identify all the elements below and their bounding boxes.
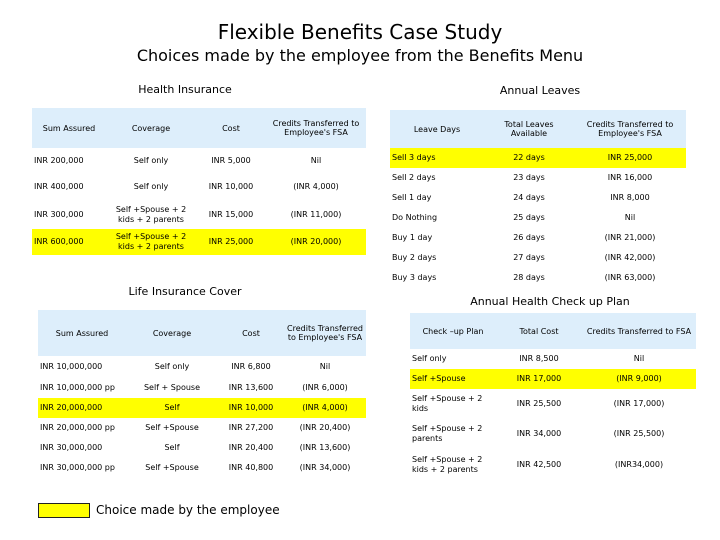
cell: INR 300,000 [34, 209, 84, 219]
table-row [32, 148, 366, 174]
cell: 27 days [513, 253, 545, 262]
cell: INR 16,000 [607, 173, 653, 182]
table-row [410, 349, 696, 369]
table-row [410, 389, 696, 419]
cell: INR 10,000 [218, 398, 284, 418]
health-checkup-table [410, 313, 696, 481]
legend-swatch [38, 503, 90, 518]
cell: INR 17,000 [496, 369, 582, 389]
cell: Sell 2 days [392, 173, 436, 182]
table-row [390, 268, 686, 288]
table-row [38, 418, 366, 438]
cell: 26 days [513, 233, 545, 242]
page-subtitle: Choices made by the employee from the Benefits Menu [136, 46, 584, 65]
table-row [38, 438, 366, 458]
cell: INR 20,400 [228, 443, 274, 452]
cell: Self only [133, 182, 169, 191]
cell: INR 13,600 [228, 383, 274, 392]
cell: Sell 3 days [390, 148, 484, 168]
table-row [38, 356, 366, 378]
cell: Nil [633, 354, 645, 363]
cell: (INR 20,400) [299, 423, 351, 432]
cell: INR 10,000,000 [40, 362, 103, 371]
cell: (INR 42,000) [604, 253, 656, 262]
header-cost: Cost [242, 328, 260, 338]
cell: 24 days [513, 193, 545, 202]
checkup-header-row [410, 313, 696, 349]
header-credits: Credits Transferred to Employee's FSA [272, 119, 360, 137]
cell: INR 34,000 [516, 429, 562, 438]
header-coverage: Coverage [131, 123, 171, 133]
health-checkup-title: Annual Health Check up Plan [470, 295, 630, 308]
cell: INR 15,000 [208, 209, 254, 219]
table-row-selected [390, 148, 686, 168]
health-header-row [32, 108, 366, 148]
cell: (INR 25,500) [613, 429, 665, 438]
cell: INR 40,800 [228, 463, 274, 472]
cell: INR 20,000,000 [38, 398, 126, 418]
table-row-selected [410, 369, 696, 389]
header-leave-days: Leave Days [413, 124, 461, 134]
cell: INR 25,000 [574, 148, 686, 168]
cell: (INR 34,000) [299, 463, 351, 472]
cell: 23 days [513, 173, 545, 182]
cell: INR 200,000 [34, 156, 84, 165]
table-row [38, 458, 366, 478]
cell: Self + Spouse [143, 383, 201, 392]
cell: Nil [624, 213, 636, 222]
cell: INR 6,800 [231, 362, 271, 371]
cell: Self [164, 443, 180, 452]
cell: Self only [154, 362, 190, 371]
header-cost: Cost [222, 123, 240, 133]
header-credits: Credits Transferred to Employee's FSA [586, 120, 674, 138]
annual-leaves-title: Annual Leaves [499, 84, 581, 97]
cell: Self +Spouse + 2 kids [412, 394, 483, 413]
life-insurance-table [38, 310, 366, 478]
cell: INR 27,200 [228, 423, 274, 432]
cell: Buy 3 days [392, 273, 437, 282]
cell: INR 30,000,000 [40, 443, 103, 452]
cell: Self +Spouse [145, 423, 199, 432]
cell: (INR 21,000) [604, 233, 656, 242]
cell: 22 days [484, 148, 574, 168]
header-checkup-plan: Check –up Plan [422, 326, 484, 336]
page-title: Flexible Benefits Case Study [217, 20, 503, 44]
cell: Nil [310, 156, 322, 165]
cell: Self +Spouse + 2 kids + 2 parents [115, 204, 187, 224]
cell: INR 5,000 [211, 156, 251, 165]
table-row [32, 174, 366, 200]
cell: 28 days [513, 273, 545, 282]
header-credits: Credits Transferred to Employee's FSA [287, 324, 363, 342]
legend-label: Choice made by the employee [96, 503, 280, 517]
cell: 25 days [513, 213, 545, 222]
cell: (INR 4,000) [293, 182, 339, 191]
table-row [390, 188, 686, 208]
cell: (INR 4,000) [284, 398, 366, 418]
cell: Do Nothing [392, 213, 438, 222]
cell: INR 20,000,000 pp [40, 423, 115, 432]
life-insurance-title: Life Insurance Cover [128, 285, 242, 298]
cell: Self +Spouse [145, 463, 199, 472]
cell: Self +Spouse + 2 kids + 2 parents [106, 229, 196, 255]
table-row [410, 419, 696, 449]
cell: INR 400,000 [34, 182, 84, 191]
header-credits: Credits Transferred to FSA [586, 326, 692, 336]
cell: (INR 17,000) [613, 399, 665, 408]
table-row [390, 228, 686, 248]
cell: (INR 6,000) [302, 383, 348, 392]
cell: INR 25,000 [196, 229, 266, 255]
cell: INR 10,000 [208, 182, 254, 191]
cell: Nil [319, 362, 331, 371]
header-coverage: Coverage [152, 328, 192, 338]
cell: INR 600,000 [32, 229, 106, 255]
cell: INR 8,500 [519, 354, 559, 363]
cell: INR 30,000,000 pp [40, 463, 115, 472]
table-row [390, 208, 686, 228]
cell: (INR 20,000) [266, 229, 366, 255]
cell: (INR 9,000) [582, 369, 696, 389]
table-row [38, 378, 366, 398]
cell: Buy 2 days [392, 253, 437, 262]
annual-leaves-table [390, 110, 686, 288]
cell: Self only [133, 156, 169, 165]
cell: Self only [412, 354, 447, 363]
health-insurance-title: Health Insurance [138, 83, 232, 96]
cell: INR 10,000,000 pp [40, 383, 115, 392]
leaves-header-row [390, 110, 686, 148]
health-insurance-table [32, 108, 366, 255]
cell: Buy 1 day [392, 233, 433, 242]
header-sum-assured: Sum Assured [55, 328, 109, 338]
cell: INR 8,000 [610, 193, 650, 202]
cell: Self [126, 398, 218, 418]
cell: (INR 11,000) [290, 209, 342, 219]
cell: Self +Spouse [410, 369, 496, 389]
cell: INR 25,500 [516, 399, 562, 408]
table-row [390, 168, 686, 188]
cell: Sell 1 day [392, 193, 432, 202]
table-row-selected [38, 398, 366, 418]
header-sum-assured: Sum Assured [42, 123, 96, 133]
header-total-cost: Total Cost [519, 326, 559, 336]
cell: (INR 13,600) [299, 443, 351, 452]
header-total-leaves: Total Leaves Available [504, 120, 554, 138]
life-header-row [38, 310, 366, 356]
table-row-selected [32, 229, 366, 255]
cell: INR 42,500 [516, 460, 562, 469]
table-row [390, 248, 686, 268]
table-row [410, 449, 696, 481]
cell: Self +Spouse + 2 parents [412, 424, 483, 443]
cell: Self +Spouse + 2 kids + 2 parents [412, 455, 483, 474]
cell: (INR34,000) [614, 460, 664, 469]
table-row [32, 200, 366, 229]
cell: (INR 63,000) [604, 273, 656, 282]
